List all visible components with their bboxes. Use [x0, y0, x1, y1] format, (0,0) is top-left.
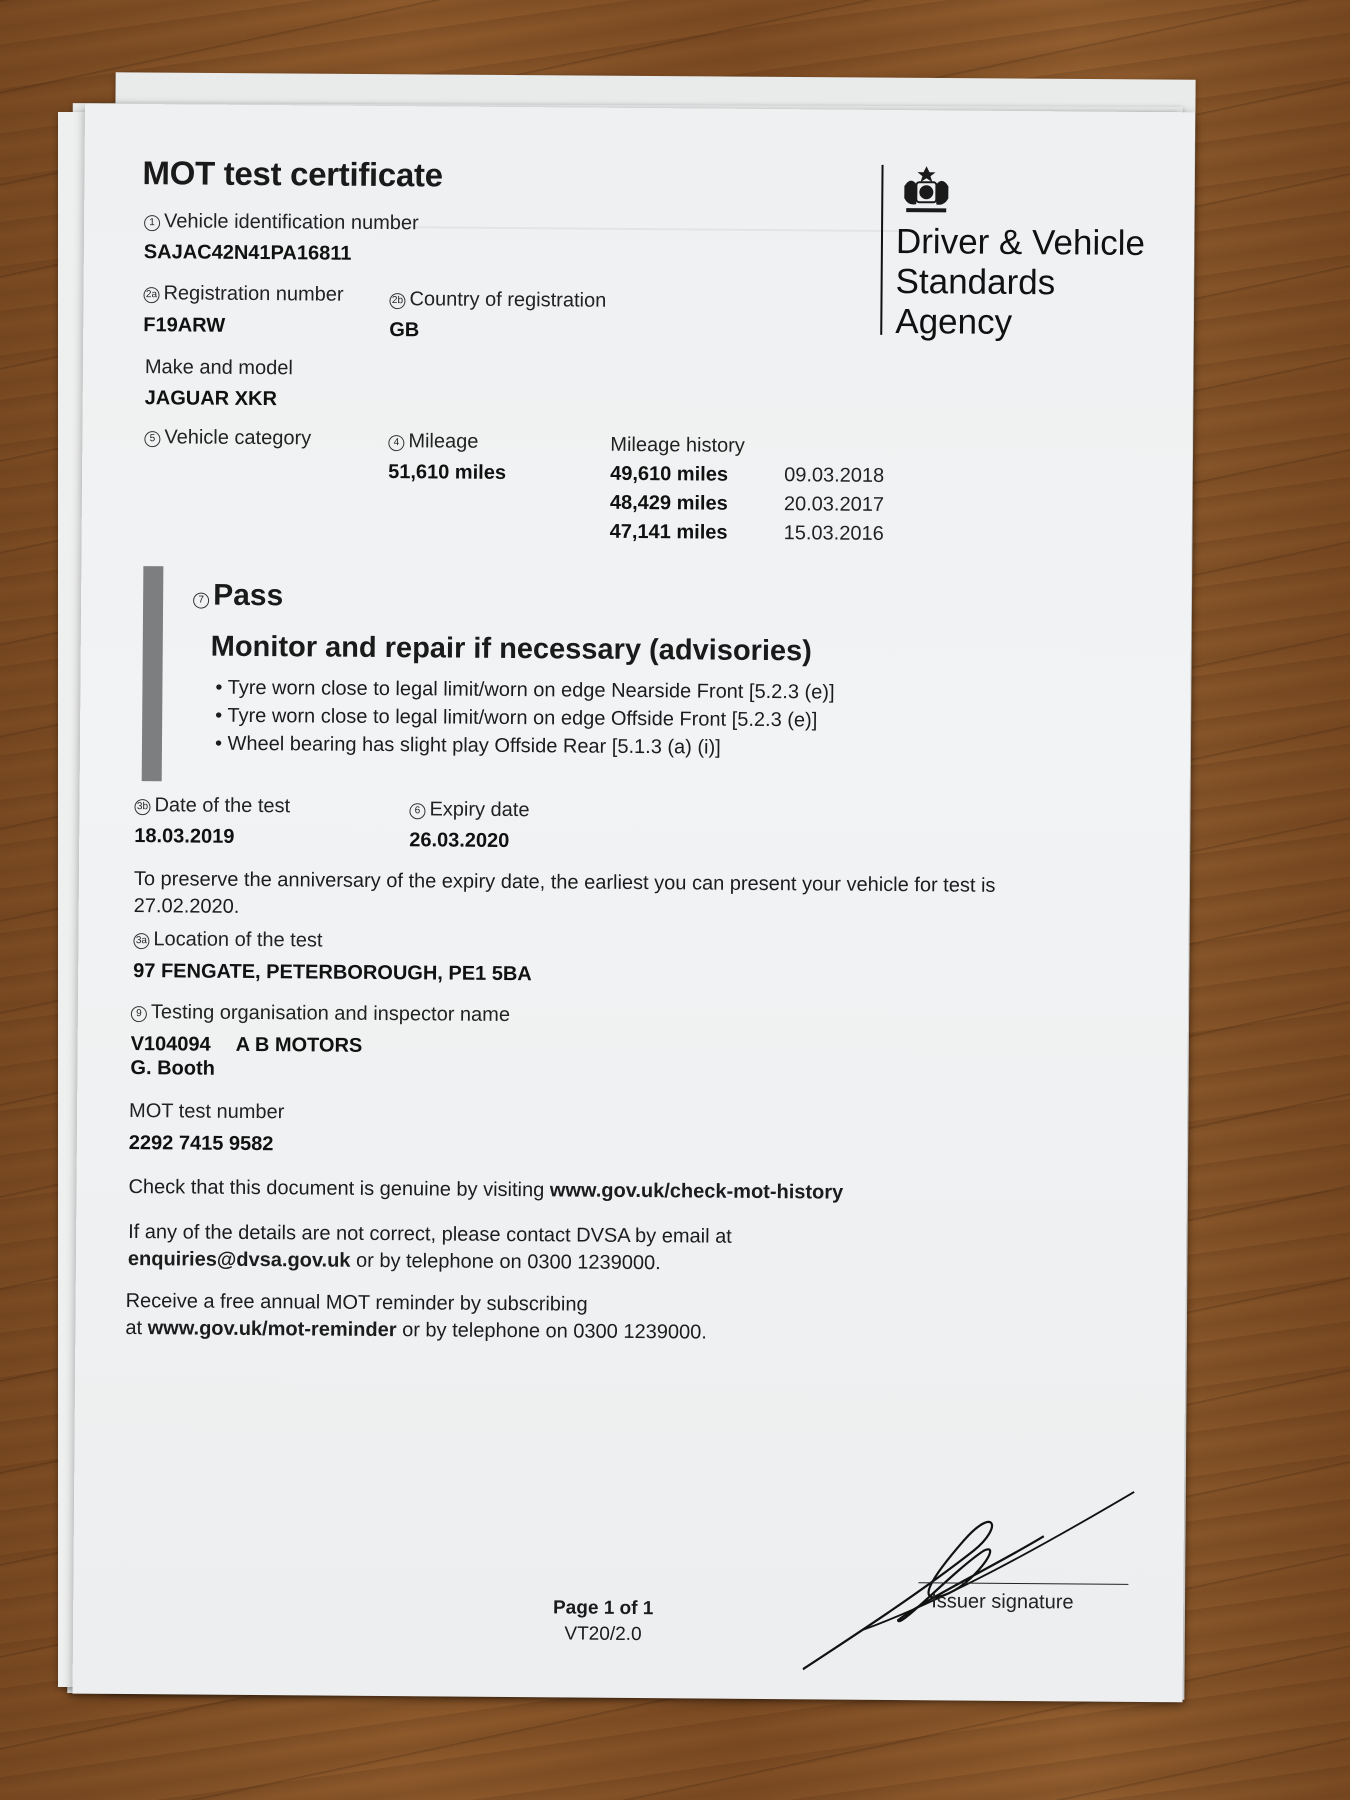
- field-marker: 6: [409, 803, 425, 819]
- certificate-page: [73, 104, 1195, 1703]
- country-value: GB: [389, 319, 420, 342]
- mileage-history-entry: 49,610 miles 09.03.2018: [610, 462, 885, 487]
- field-marker: 7: [193, 593, 209, 609]
- contact-text: If any of the details are not correct, please contact DVSA by email at enquiries@dvsa.gov.uk or by telephone on 0300 1239000.: [127, 1221, 732, 1275]
- field-marker: 3b: [134, 799, 150, 815]
- check-mot-history-link[interactable]: www.gov.uk/check-mot-history: [549, 1179, 844, 1204]
- test-number-label: MOT test number: [129, 1100, 285, 1124]
- form-code: VT20/2.0: [564, 1623, 642, 1646]
- page-title: MOT test certificate: [142, 154, 443, 194]
- dvsa-email-link[interactable]: enquiries@dvsa.gov.uk: [127, 1248, 351, 1272]
- agency-name: Driver & Vehicle Standards Agency: [895, 222, 1146, 342]
- field-marker: 3a: [133, 933, 149, 949]
- reminder-text: Receive a free annual MOT reminder by subscribing at www.gov.uk/mot-reminder or by telephone on 0300 1239000.: [125, 1289, 707, 1344]
- field-marker: 9: [131, 1006, 147, 1022]
- mileage-history-entry: 48,429 miles 20.03.2017: [609, 491, 885, 516]
- advisory-item: • Tyre worn close to legal limit/worn on edge Nearside Front [5.2.3 (e)]: [215, 676, 835, 704]
- mileage-label: 4 Mileage: [388, 430, 478, 454]
- inspector-name: G. Booth: [130, 1057, 215, 1080]
- royal-crest-icon: [896, 162, 956, 220]
- organisation-code: V104094: [130, 1033, 211, 1056]
- field-marker: 2b: [389, 293, 405, 309]
- mileage-history-label: Mileage history: [610, 433, 745, 457]
- field-marker: 4: [388, 435, 404, 451]
- mot-reminder-link[interactable]: www.gov.uk/mot-reminder: [147, 1317, 397, 1342]
- page-number: Page 1 of 1: [552, 1597, 654, 1620]
- test-date-value: 18.03.2019: [134, 825, 235, 848]
- advisory-item: • Wheel bearing has slight play Offside Rear [5.1.3 (a) (i)]: [214, 732, 721, 759]
- location-value: 97 FENGATE, PETERBOROUGH, PE1 5BA: [133, 960, 532, 986]
- vin-label: 1 Vehicle identification number: [144, 210, 419, 235]
- result-bar: [142, 566, 164, 781]
- vin-value: SAJAC42N41PA16811: [143, 241, 352, 265]
- mileage-value: 51,610 miles: [388, 461, 507, 484]
- result-status: 7 Pass: [193, 579, 283, 614]
- test-date-label: 3b Date of the test: [134, 794, 290, 818]
- registration-value: F19ARW: [143, 314, 226, 337]
- country-label: 2b Country of registration: [389, 288, 606, 313]
- footer: [503, 1597, 703, 1647]
- field-marker: 2a: [143, 287, 159, 303]
- organisation-label: 9 Testing organisation and inspector name: [131, 1001, 510, 1027]
- advisory-title: Monitor and repair if necessary (advisories): [210, 630, 813, 668]
- location-label: 3a Location of the test: [133, 928, 322, 952]
- check-genuine-text: Check that this document is genuine by visiting www.gov.uk/check-mot-history: [128, 1176, 844, 1204]
- issuer-signature: [803, 1479, 1145, 1682]
- mileage-history-entry: 47,141 miles 15.03.2016: [609, 520, 884, 545]
- advisory-item: • Tyre worn close to legal limit/worn on edge Offside Front [5.2.3 (e)]: [215, 704, 818, 732]
- expiry-date-label: 6 Expiry date: [409, 798, 529, 822]
- registration-label: 2a Registration number: [143, 282, 343, 307]
- category-label: 5 Vehicle category: [144, 426, 311, 450]
- make-model-value: JAGUAR XKR: [144, 387, 278, 411]
- expiry-date-value: 26.03.2020: [409, 829, 510, 852]
- signature-label: Issuer signature: [931, 1590, 1074, 1614]
- test-number-value: 2292 7415 9582: [128, 1132, 274, 1156]
- organisation-name: A B MOTORS: [235, 1033, 363, 1057]
- field-marker: 1: [144, 215, 160, 231]
- field-marker: 5: [144, 431, 160, 447]
- make-model-label: Make and model: [144, 356, 293, 380]
- anniversary-note: To preserve the anniversary of the expiry date, the earliest you can present your vehicle for test is 27.02.2020.: [133, 868, 996, 918]
- mileage-history-list: [610, 463, 931, 553]
